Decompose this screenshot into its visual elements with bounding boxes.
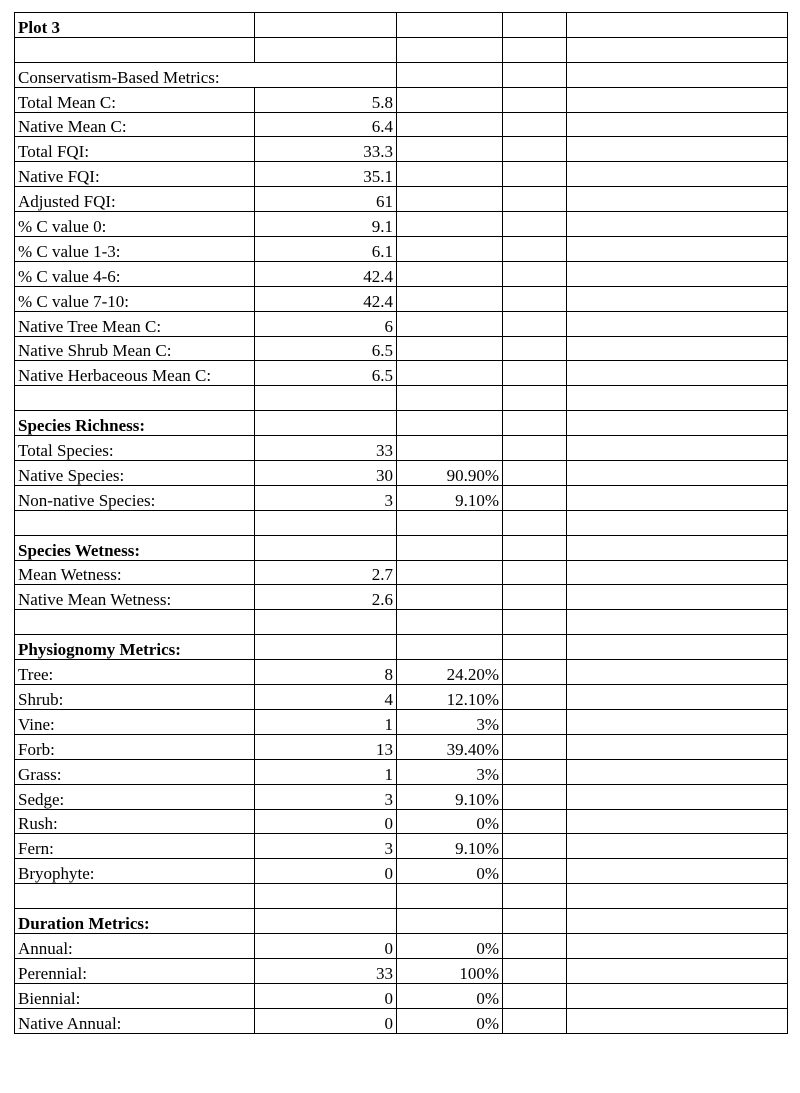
metric-label-cell[interactable]: Grass: [15, 759, 255, 784]
table-row [15, 1008, 788, 1033]
empty-cell[interactable] [567, 1008, 788, 1033]
table-row [15, 336, 788, 361]
metric-percent-cell[interactable] [397, 286, 503, 311]
metric-value-cell[interactable]: 6.5 [255, 336, 397, 361]
metric-label-cell[interactable]: Annual: [15, 933, 255, 958]
empty-cell[interactable] [503, 485, 567, 510]
metric-percent-cell[interactable] [397, 411, 503, 436]
empty-cell[interactable] [503, 834, 567, 859]
table-row [15, 610, 788, 635]
empty-cell[interactable] [567, 411, 788, 436]
metric-value-cell[interactable]: 30 [255, 461, 397, 486]
empty-cell[interactable] [567, 784, 788, 809]
metric-value-cell[interactable]: 2.7 [255, 560, 397, 585]
empty-cell[interactable] [503, 759, 567, 784]
metric-value-cell[interactable]: 6 [255, 311, 397, 336]
metric-value-cell[interactable] [255, 909, 397, 934]
metric-value-cell[interactable] [255, 535, 397, 560]
empty-cell[interactable] [567, 386, 788, 411]
metric-label-cell[interactable]: % C value 7-10: [15, 286, 255, 311]
metric-label-cell[interactable]: Native Annual: [15, 1008, 255, 1033]
metric-value-cell[interactable]: 33 [255, 436, 397, 461]
empty-cell[interactable] [567, 560, 788, 585]
table-row [15, 510, 788, 535]
metric-label-cell[interactable]: Native Mean Wetness: [15, 585, 255, 610]
empty-cell[interactable] [567, 635, 788, 660]
empty-cell[interactable] [567, 485, 788, 510]
metric-percent-cell[interactable] [397, 311, 503, 336]
table-row [15, 411, 788, 436]
metric-label-cell[interactable] [15, 510, 255, 535]
metric-percent-cell[interactable]: 9.10% [397, 485, 503, 510]
table-row [15, 361, 788, 386]
table-row [15, 62, 788, 87]
metric-value-cell[interactable]: 6.4 [255, 112, 397, 137]
empty-cell[interactable] [567, 13, 788, 38]
empty-cell[interactable] [503, 958, 567, 983]
empty-cell[interactable] [567, 585, 788, 610]
empty-cell[interactable] [503, 510, 567, 535]
empty-cell[interactable] [567, 461, 788, 486]
empty-cell[interactable] [567, 510, 788, 535]
table-row [15, 859, 788, 884]
metric-value-cell[interactable]: 9.1 [255, 212, 397, 237]
metric-value-cell[interactable]: 13 [255, 734, 397, 759]
metric-label-cell[interactable] [15, 610, 255, 635]
metric-percent-cell[interactable] [397, 37, 503, 62]
empty-cell[interactable] [503, 37, 567, 62]
metric-value-cell[interactable]: 4 [255, 685, 397, 710]
empty-cell[interactable] [503, 386, 567, 411]
empty-cell[interactable] [503, 62, 567, 87]
empty-cell[interactable] [567, 336, 788, 361]
empty-cell[interactable] [503, 660, 567, 685]
metric-value-cell[interactable]: 6.5 [255, 361, 397, 386]
metric-label-cell[interactable]: Tree: [15, 660, 255, 685]
metric-label-cell[interactable]: Total Mean C: [15, 87, 255, 112]
empty-cell[interactable] [567, 261, 788, 286]
empty-cell[interactable] [567, 859, 788, 884]
metric-percent-cell[interactable] [397, 62, 503, 87]
metric-label-cell[interactable]: Native Herbaceous Mean C: [15, 361, 255, 386]
empty-cell[interactable] [503, 212, 567, 237]
table-row [15, 286, 788, 311]
metric-value-cell[interactable]: 33.3 [255, 137, 397, 162]
metric-value-cell[interactable]: 2.6 [255, 585, 397, 610]
metric-percent-cell[interactable]: 90.90% [397, 461, 503, 486]
metric-percent-cell[interactable]: 0% [397, 809, 503, 834]
table-row [15, 759, 788, 784]
metric-percent-cell[interactable] [397, 386, 503, 411]
metric-value-cell[interactable]: 0 [255, 983, 397, 1008]
empty-cell[interactable] [503, 411, 567, 436]
empty-cell[interactable] [567, 610, 788, 635]
table-row [15, 635, 788, 660]
metric-percent-cell[interactable] [397, 87, 503, 112]
metric-label-cell[interactable]: % C value 4-6: [15, 261, 255, 286]
metric-percent-cell[interactable]: 9.10% [397, 784, 503, 809]
metric-percent-cell[interactable]: 0% [397, 859, 503, 884]
metric-label-cell[interactable]: Total FQI: [15, 137, 255, 162]
metric-value-cell[interactable]: 1 [255, 709, 397, 734]
table-row [15, 560, 788, 585]
table-row [15, 958, 788, 983]
metric-percent-cell[interactable]: 3% [397, 709, 503, 734]
table-row [15, 162, 788, 187]
empty-cell[interactable] [567, 37, 788, 62]
metric-label-cell[interactable]: Vine: [15, 709, 255, 734]
spreadsheet-body [15, 13, 788, 1034]
empty-cell[interactable] [503, 859, 567, 884]
empty-cell[interactable] [567, 884, 788, 909]
empty-cell[interactable] [567, 212, 788, 237]
metric-label-cell[interactable]: Native Shrub Mean C: [15, 336, 255, 361]
metric-percent-cell[interactable] [397, 112, 503, 137]
empty-cell[interactable] [567, 983, 788, 1008]
metric-percent-cell[interactable]: 12.10% [397, 685, 503, 710]
table-row [15, 685, 788, 710]
metric-value-cell[interactable]: 6.1 [255, 237, 397, 262]
metric-label-cell[interactable]: Adjusted FQI: [15, 187, 255, 212]
metric-value-cell[interactable]: 33 [255, 958, 397, 983]
metric-value-cell[interactable]: 42.4 [255, 286, 397, 311]
metric-value-cell[interactable] [255, 37, 397, 62]
metric-value-cell[interactable]: 1 [255, 759, 397, 784]
empty-cell[interactable] [567, 187, 788, 212]
table-row [15, 386, 788, 411]
metric-value-cell[interactable]: 3 [255, 485, 397, 510]
empty-cell[interactable] [503, 933, 567, 958]
metric-value-cell[interactable] [255, 13, 397, 38]
empty-cell[interactable] [503, 909, 567, 934]
empty-cell[interactable] [567, 62, 788, 87]
metric-value-cell[interactable]: 61 [255, 187, 397, 212]
empty-cell[interactable] [567, 809, 788, 834]
metric-label-cell[interactable]: Native Species: [15, 461, 255, 486]
empty-cell[interactable] [503, 809, 567, 834]
metric-label-cell[interactable]: Duration Metrics: [15, 909, 255, 934]
metric-value-cell[interactable]: 0 [255, 933, 397, 958]
empty-cell[interactable] [567, 909, 788, 934]
empty-cell[interactable] [503, 709, 567, 734]
empty-cell[interactable] [567, 660, 788, 685]
metric-label-cell[interactable]: Rush: [15, 809, 255, 834]
table-row [15, 709, 788, 734]
metric-percent-cell[interactable]: 3% [397, 759, 503, 784]
spreadsheet-table [14, 12, 788, 1034]
metric-percent-cell[interactable] [397, 510, 503, 535]
metric-value-cell[interactable]: 42.4 [255, 261, 397, 286]
metric-label-cell[interactable]: Native FQI: [15, 162, 255, 187]
metric-value-cell[interactable]: 0 [255, 1008, 397, 1033]
empty-cell[interactable] [567, 112, 788, 137]
metric-percent-cell[interactable]: 39.40% [397, 734, 503, 759]
empty-cell[interactable] [503, 610, 567, 635]
empty-cell[interactable] [503, 361, 567, 386]
table-row [15, 436, 788, 461]
empty-cell[interactable] [503, 261, 567, 286]
metric-value-cell[interactable] [255, 62, 397, 87]
metric-percent-cell[interactable] [397, 610, 503, 635]
empty-cell[interactable] [503, 535, 567, 560]
empty-cell[interactable] [567, 311, 788, 336]
metric-label-cell[interactable]: Conservatism-Based Metrics: [15, 62, 255, 87]
table-row [15, 311, 788, 336]
empty-cell[interactable] [503, 286, 567, 311]
metric-percent-cell[interactable]: 0% [397, 1008, 503, 1033]
table-row [15, 212, 788, 237]
metric-label-cell[interactable]: Plot 3 [15, 13, 255, 38]
empty-cell[interactable] [567, 237, 788, 262]
metric-label-cell[interactable]: Native Tree Mean C: [15, 311, 255, 336]
table-row [15, 884, 788, 909]
metric-percent-cell[interactable] [397, 535, 503, 560]
table-row [15, 112, 788, 137]
empty-cell[interactable] [567, 87, 788, 112]
metric-label-cell[interactable] [15, 884, 255, 909]
metric-percent-cell[interactable] [397, 187, 503, 212]
table-row [15, 809, 788, 834]
empty-cell[interactable] [503, 461, 567, 486]
metric-label-cell[interactable]: Total Species: [15, 436, 255, 461]
metric-percent-cell[interactable] [397, 884, 503, 909]
empty-cell[interactable] [503, 162, 567, 187]
metric-percent-cell[interactable] [397, 585, 503, 610]
metric-label-cell[interactable] [15, 37, 255, 62]
metric-percent-cell[interactable] [397, 909, 503, 934]
table-row [15, 461, 788, 486]
metric-label-cell[interactable]: % C value 1-3: [15, 237, 255, 262]
metric-value-cell[interactable] [255, 510, 397, 535]
metric-percent-cell[interactable] [397, 560, 503, 585]
metric-label-cell[interactable]: Biennial: [15, 983, 255, 1008]
table-row [15, 485, 788, 510]
table-row [15, 734, 788, 759]
table-row [15, 37, 788, 62]
empty-cell[interactable] [503, 685, 567, 710]
metric-percent-cell[interactable] [397, 436, 503, 461]
table-row [15, 660, 788, 685]
metric-label-cell[interactable]: Perennial: [15, 958, 255, 983]
metric-value-cell[interactable]: 8 [255, 660, 397, 685]
metric-value-cell[interactable]: 0 [255, 859, 397, 884]
empty-cell[interactable] [567, 834, 788, 859]
empty-cell[interactable] [567, 137, 788, 162]
metric-label-cell[interactable]: Physiognomy Metrics: [15, 635, 255, 660]
table-row [15, 834, 788, 859]
empty-cell[interactable] [503, 784, 567, 809]
empty-cell[interactable] [567, 759, 788, 784]
metric-value-cell[interactable]: 5.8 [255, 87, 397, 112]
table-row [15, 137, 788, 162]
metric-percent-cell[interactable]: 24.20% [397, 660, 503, 685]
metric-percent-cell[interactable] [397, 13, 503, 38]
empty-cell[interactable] [567, 734, 788, 759]
metric-value-cell[interactable] [255, 610, 397, 635]
empty-cell[interactable] [567, 361, 788, 386]
metric-value-cell[interactable] [255, 884, 397, 909]
table-row [15, 909, 788, 934]
metric-percent-cell[interactable] [397, 162, 503, 187]
metric-percent-cell[interactable] [397, 212, 503, 237]
table-row [15, 933, 788, 958]
metric-percent-cell[interactable] [397, 237, 503, 262]
metric-value-cell[interactable]: 35.1 [255, 162, 397, 187]
metric-value-cell[interactable]: 0 [255, 809, 397, 834]
metric-label-cell[interactable] [15, 386, 255, 411]
empty-cell[interactable] [567, 535, 788, 560]
table-row [15, 535, 788, 560]
empty-cell[interactable] [503, 734, 567, 759]
metric-value-cell[interactable] [255, 635, 397, 660]
metric-label-cell[interactable]: Native Mean C: [15, 112, 255, 137]
metric-label-cell[interactable]: Bryophyte: [15, 859, 255, 884]
metric-label-cell[interactable]: Shrub: [15, 685, 255, 710]
table-row [15, 187, 788, 212]
empty-cell[interactable] [503, 87, 567, 112]
metric-label-cell[interactable]: Forb: [15, 734, 255, 759]
table-row [15, 87, 788, 112]
empty-cell[interactable] [503, 237, 567, 262]
metric-percent-cell[interactable] [397, 361, 503, 386]
metric-percent-cell[interactable] [397, 137, 503, 162]
empty-cell[interactable] [503, 137, 567, 162]
empty-cell[interactable] [503, 635, 567, 660]
metric-value-cell[interactable] [255, 411, 397, 436]
empty-cell[interactable] [567, 436, 788, 461]
metric-percent-cell[interactable] [397, 336, 503, 361]
empty-cell[interactable] [503, 13, 567, 38]
metric-label-cell[interactable]: Species Richness: [15, 411, 255, 436]
metric-percent-cell[interactable]: 0% [397, 933, 503, 958]
empty-cell[interactable] [567, 685, 788, 710]
metric-value-cell[interactable] [255, 386, 397, 411]
metric-percent-cell[interactable]: 0% [397, 983, 503, 1008]
empty-cell[interactable] [567, 162, 788, 187]
empty-cell[interactable] [503, 560, 567, 585]
empty-cell[interactable] [503, 983, 567, 1008]
metric-percent-cell[interactable]: 100% [397, 958, 503, 983]
empty-cell[interactable] [567, 286, 788, 311]
table-row [15, 13, 788, 38]
metric-label-cell[interactable]: Species Wetness: [15, 535, 255, 560]
metric-percent-cell[interactable] [397, 635, 503, 660]
metric-percent-cell[interactable] [397, 261, 503, 286]
table-row [15, 237, 788, 262]
metric-label-cell[interactable]: % C value 0: [15, 212, 255, 237]
table-row [15, 585, 788, 610]
empty-cell[interactable] [503, 187, 567, 212]
empty-cell[interactable] [503, 436, 567, 461]
metric-value-cell[interactable]: 3 [255, 784, 397, 809]
empty-cell[interactable] [503, 112, 567, 137]
empty-cell[interactable] [503, 1008, 567, 1033]
metric-label-cell[interactable]: Mean Wetness: [15, 560, 255, 585]
empty-cell[interactable] [503, 884, 567, 909]
metric-label-cell[interactable]: Non-native Species: [15, 485, 255, 510]
empty-cell[interactable] [567, 933, 788, 958]
empty-cell[interactable] [503, 336, 567, 361]
metric-percent-cell[interactable]: 9.10% [397, 834, 503, 859]
metric-label-cell[interactable]: Sedge: [15, 784, 255, 809]
empty-cell[interactable] [567, 709, 788, 734]
metric-value-cell[interactable]: 3 [255, 834, 397, 859]
table-row [15, 261, 788, 286]
empty-cell[interactable] [503, 585, 567, 610]
table-row [15, 983, 788, 1008]
empty-cell[interactable] [567, 958, 788, 983]
table-row [15, 784, 788, 809]
empty-cell[interactable] [503, 311, 567, 336]
metric-label-cell[interactable]: Fern: [15, 834, 255, 859]
